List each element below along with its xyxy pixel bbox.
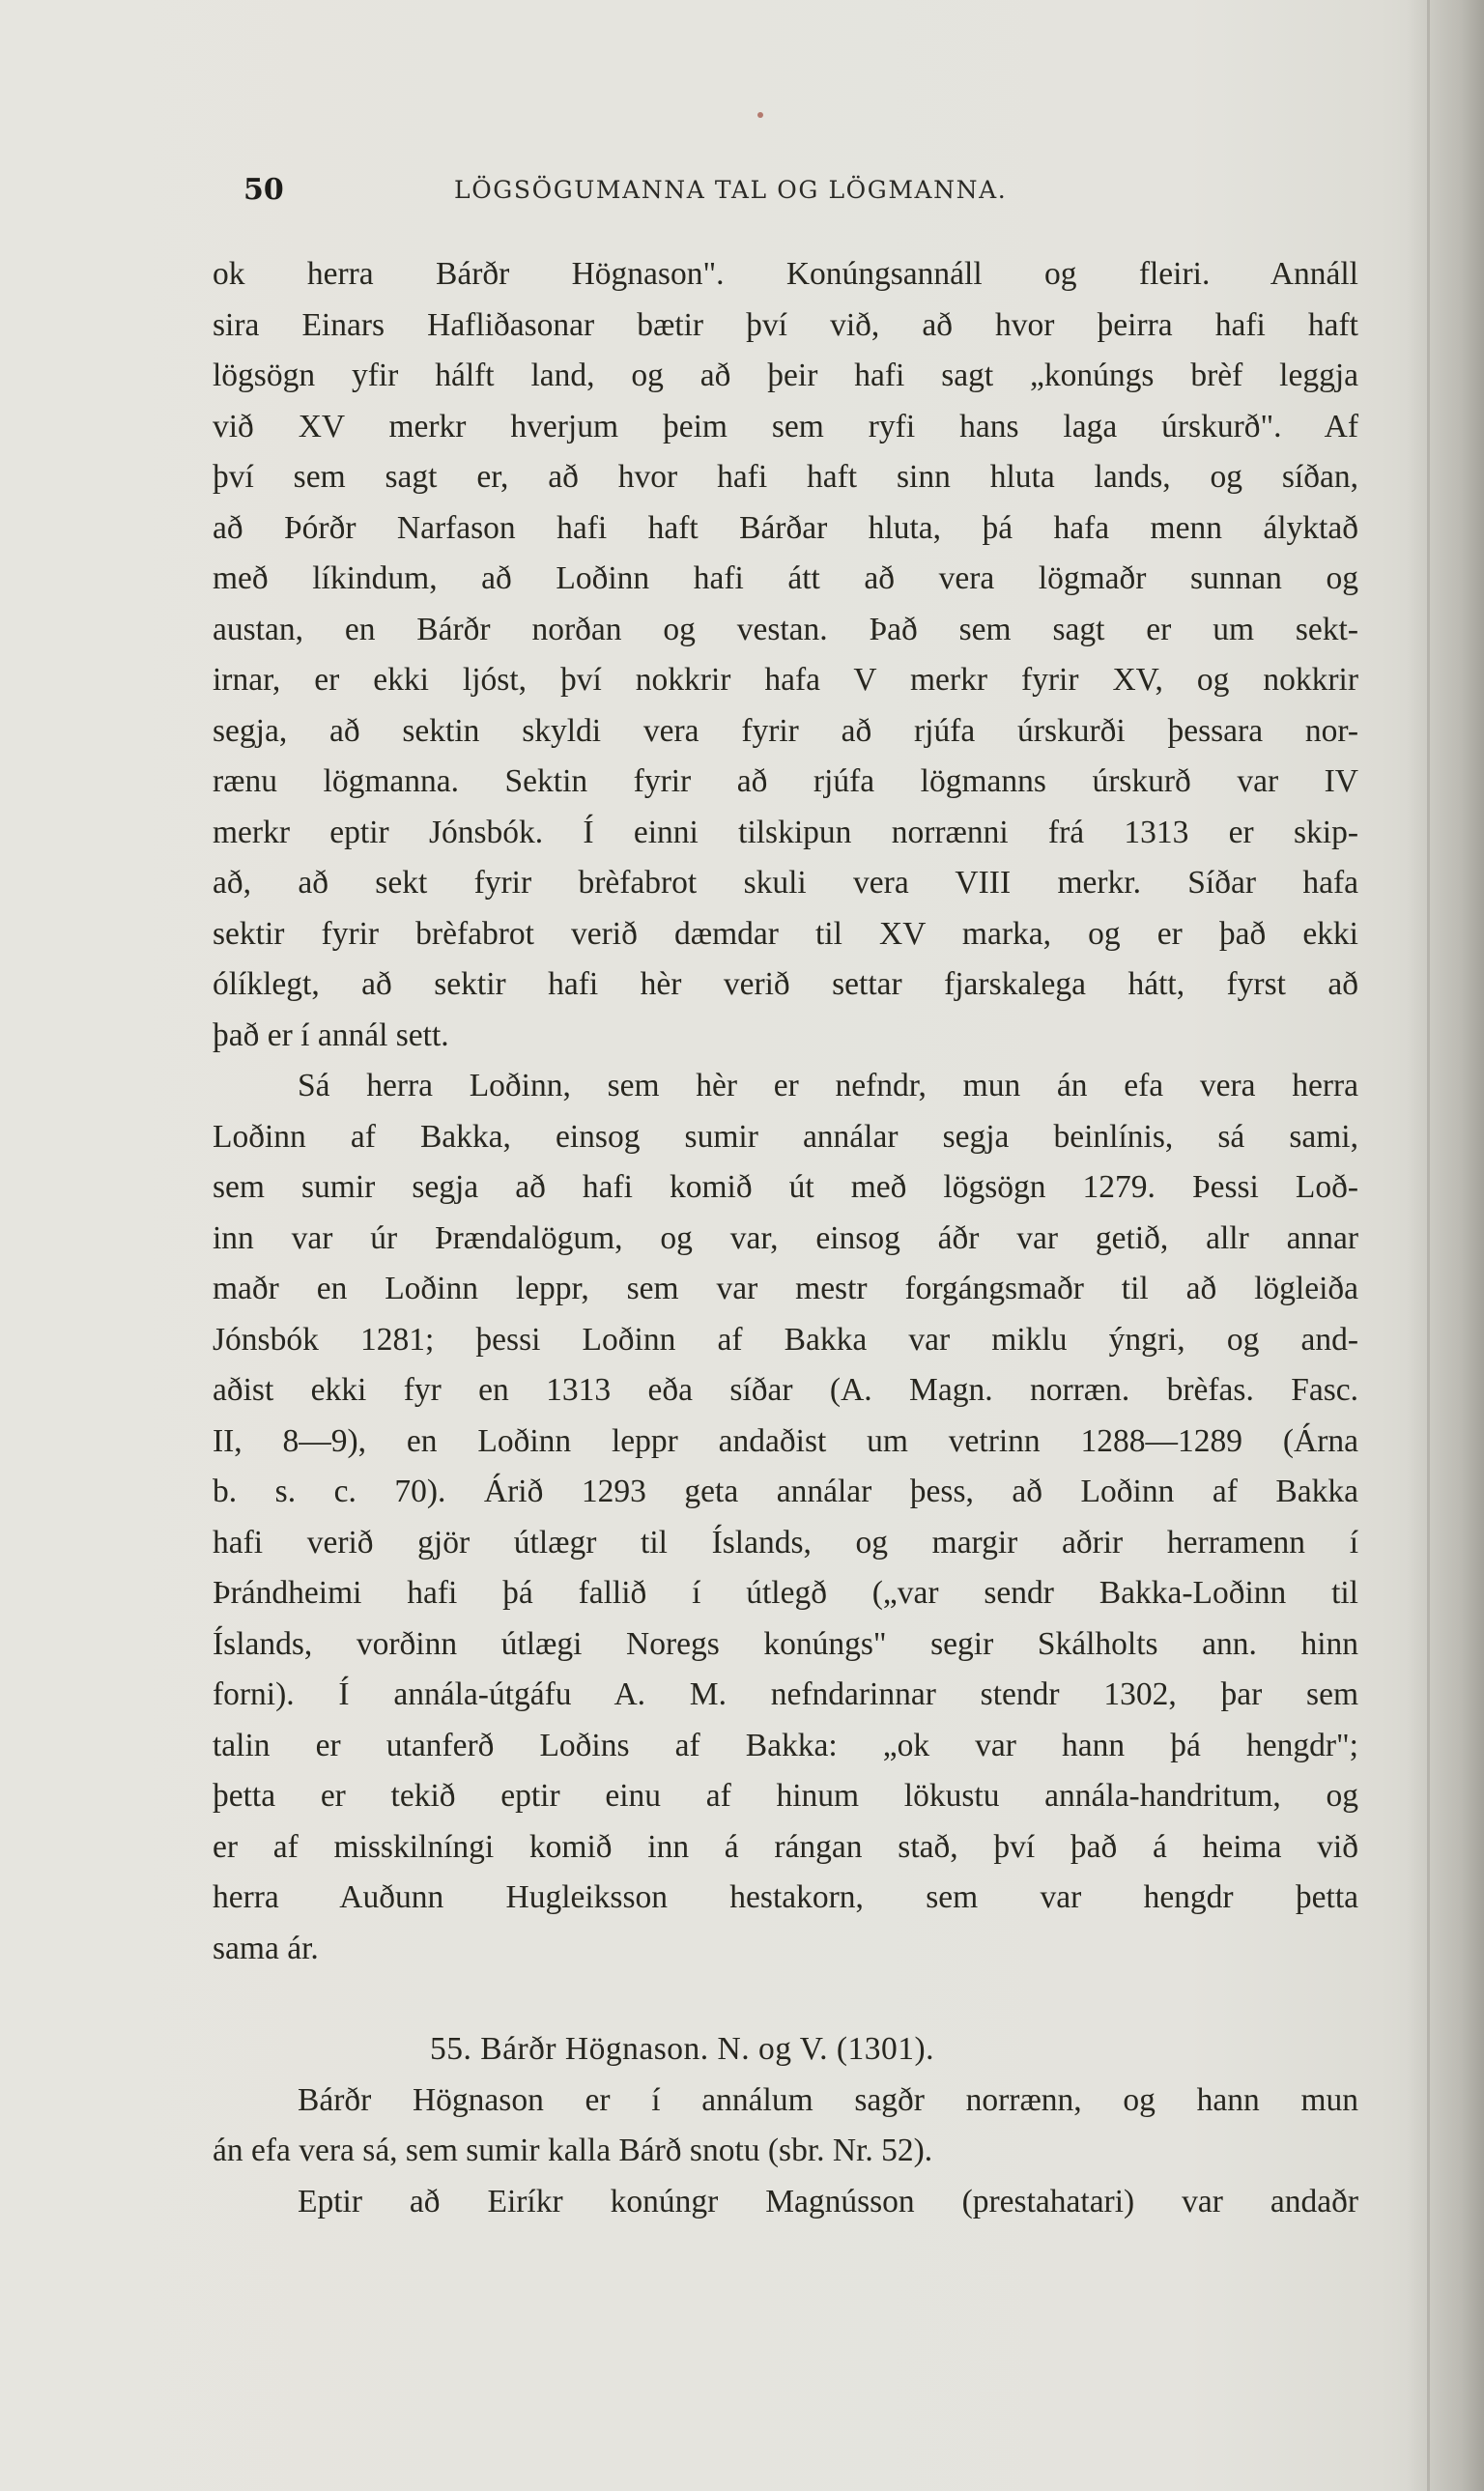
text-line: Íslands, vorðinn útlægi Noregs konúngs" segir Skálholts ann. hinn bbox=[213, 1625, 1358, 1662]
running-head: LÖGSÖGUMANNA TAL OG LÖGMANNA. bbox=[454, 176, 1008, 204]
ink-spot bbox=[757, 112, 763, 118]
text-line: þetta er tekið eptir einu af hinum lökustu annála-handritum, og bbox=[213, 1778, 1358, 1814]
text-line: það er í annál sett. bbox=[213, 1016, 449, 1053]
paragraph bbox=[213, 2177, 1358, 2228]
text-line: Þrándheimi hafi þá fallið í útlegð („var sendr Bakka-Loðinn til bbox=[213, 1575, 1358, 1611]
text-line: Jónsbók 1281; þessi Loðinn af Bakka var miklu ýngri, og and- bbox=[213, 1321, 1358, 1358]
text-line: hafi verið gjör útlægr til Íslands, og margir aðrir herramenn í bbox=[213, 1524, 1358, 1560]
text-line: Sá herra Loðinn, sem hèr er nefndr, mun án efa vera herra bbox=[298, 1068, 1358, 1103]
text-line: við XV merkr hverjum þeim sem ryfi hans laga úrskurð". Af bbox=[213, 408, 1358, 444]
section-heading: 55. Bárðr Högnason. N. og V. (1301). bbox=[430, 2031, 935, 2067]
text-line: rænu lögmanna. Sektin fyrir að rjúfa lögmanns úrskurð var IV bbox=[213, 763, 1358, 799]
page-edge-shadow bbox=[1407, 0, 1484, 2491]
text-line: sektir fyrir brèfabrot verið dæmdar til XV marka, og er það ekki bbox=[213, 915, 1358, 952]
text-line: segja, að sektin skyldi vera fyrir að rjúfa úrskurði þessara nor- bbox=[213, 712, 1358, 749]
text-line: austan, en Bárðr norðan og vestan. Það sem sagt er um sekt- bbox=[213, 611, 1358, 647]
text-line: ok herra Bárðr Högnason". Konúngsannáll og fleiri. Annáll bbox=[213, 256, 1358, 292]
text-line: aðist ekki fyr en 1313 eða síðar (A. Magn. norræn. brèfas. Fasc. bbox=[213, 1372, 1358, 1408]
page-header bbox=[243, 169, 1210, 212]
paragraph bbox=[213, 2076, 1358, 2177]
text-line: forni). Í annála-útgáfu A. M. nefndarinnar stendr 1302, þar sem bbox=[213, 1676, 1358, 1712]
text-line: með líkindum, að Loðinn hafi átt að vera lögmaðr sunnan og bbox=[213, 560, 1358, 596]
text-line: sama ár. bbox=[213, 1930, 319, 1966]
text-line: II, 8—9), en Loðinn leppr andaðist um vetrinn 1288—1289 (Árna bbox=[213, 1422, 1358, 1459]
text-line: inn var úr Þrændalögum, og var, einsog áðr var getið, allr annar bbox=[213, 1219, 1358, 1256]
text-line: Eptir að Eiríkr konúngr Magnússon (prestahatari) var andaðr bbox=[298, 2183, 1358, 2219]
text-line: maðr en Loðinn leppr, sem var mestr forgángsmaðr til að lögleiða bbox=[213, 1271, 1358, 1306]
text-line: Bárðr Högnason er í annálum sagðr norrænn, og hann mun bbox=[298, 2081, 1358, 2118]
page-number: 50 bbox=[243, 173, 284, 207]
text-line: er af misskilníngi komið inn á rángan stað, því það á heima við bbox=[213, 1828, 1358, 1865]
text-line: b. s. c. 70). Árið 1293 geta annálar þess, að Loðinn af Bakka bbox=[213, 1474, 1358, 1509]
text-line: Loðinn af Bakka, einsog sumir annálar segja beinlínis, sá sami, bbox=[213, 1118, 1358, 1155]
body-text bbox=[213, 249, 1358, 2227]
text-line: sira Einars Hafliðasonar bætir því við, að hvor þeirra hafi haft bbox=[213, 306, 1358, 343]
text-line: því sem sagt er, að hvor hafi haft sinn hluta lands, og síðan, bbox=[213, 459, 1358, 495]
text-line: að Þórðr Narfason hafi haft Bárðar hluta, þá hafa menn ályktað bbox=[213, 509, 1358, 546]
text-line: sem sumir segja að hafi komið út með lögsögn 1279. Þessi Loð- bbox=[213, 1169, 1358, 1205]
text-line: lögsögn yfir hálft land, og að þeir hafi sagt „konúngs brèf leggja bbox=[213, 358, 1358, 393]
text-line: irnar, er ekki ljóst, því nokkrir hafa V merkr fyrir XV, og nokkrir bbox=[213, 662, 1358, 698]
paragraph bbox=[213, 249, 1358, 1061]
text-line: án efa vera sá, sem sumir kalla Bárð snotu (sbr. Nr. 52). bbox=[213, 2133, 933, 2168]
text-line: talin er utanferð Loðins af Bakka: „ok var hann þá hengdr"; bbox=[213, 1727, 1358, 1763]
text-line: að, að sekt fyrir brèfabrot skuli vera VIII merkr. Síðar hafa bbox=[213, 865, 1358, 901]
text-line: herra Auðunn Hugleiksson hestakorn, sem var hengdr þetta bbox=[213, 1879, 1358, 1915]
section-gap bbox=[213, 1974, 1358, 2024]
text-line: ólíklegt, að sektir hafi hèr verið settar fjarskalega hátt, fyrst að bbox=[213, 966, 1358, 1002]
paragraph bbox=[213, 1061, 1358, 1974]
page-gutter-line bbox=[1427, 0, 1430, 2491]
text-line: merkr eptir Jónsbók. Í einni tilskipun norrænni frá 1313 er skip- bbox=[213, 814, 1358, 850]
